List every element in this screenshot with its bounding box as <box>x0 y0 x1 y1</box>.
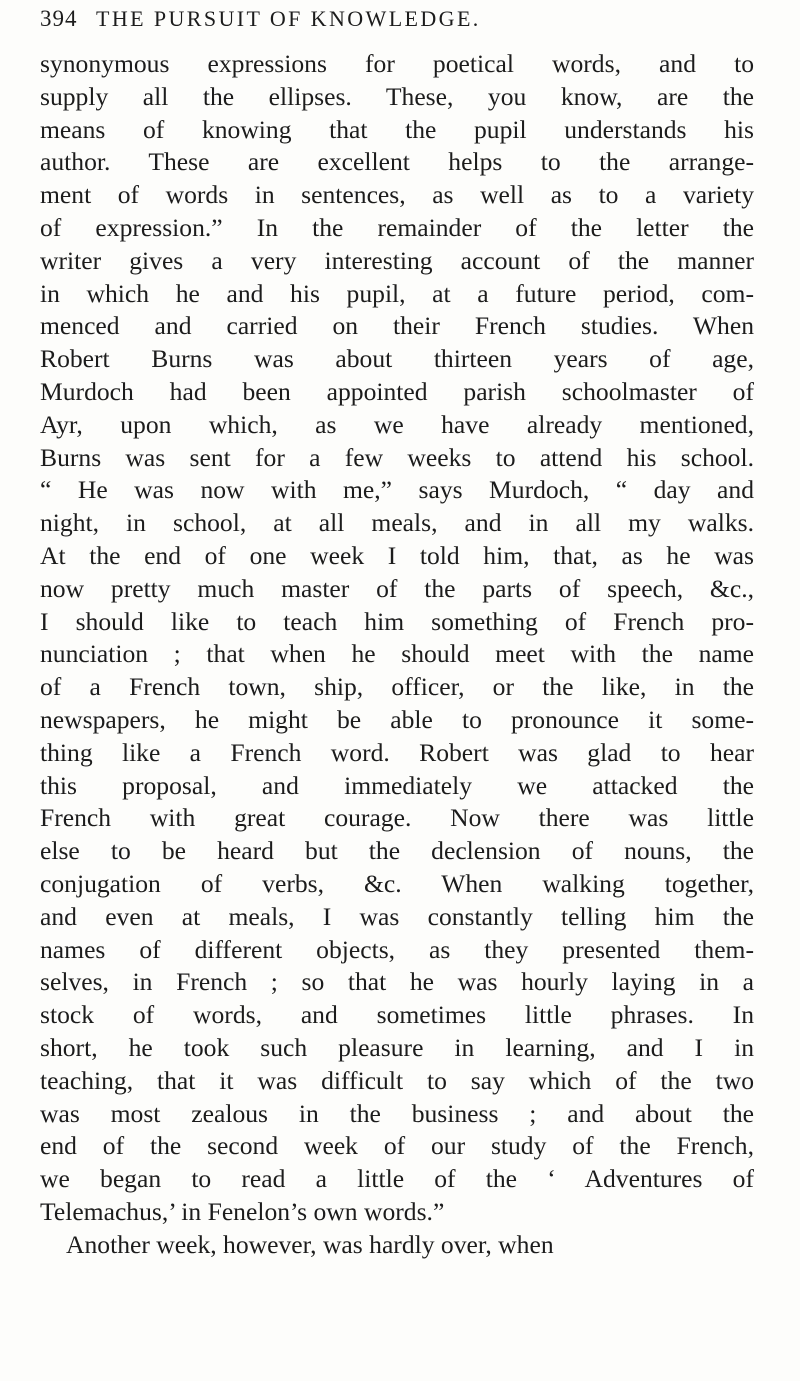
text-line: teaching, that it was difficult to say which of the two <box>40 1065 754 1095</box>
text-line: in which he and his pupil, at a future period, com- <box>40 278 754 308</box>
text-line: ment of words in sentences, as well as to a variety <box>40 180 754 210</box>
text-line: writer gives a very interesting account of the manner <box>40 245 754 275</box>
text-line: Telemachus,’ in Fenelon’s own words.” <box>40 1196 445 1226</box>
text-line: synonymous expressions for poetical words, and to <box>40 49 754 78</box>
text-line: supply all the ellipses. These, you know, are the <box>40 81 754 111</box>
text-line: thing like a French word. Robert was glad to hear <box>40 737 754 767</box>
text-line: “ He was now with me,” says Murdoch, “ day and <box>40 475 754 505</box>
text-line: I should like to teach him something of French pro- <box>40 606 754 636</box>
text-line: Robert Burns was about thirteen years of age, <box>40 344 754 374</box>
text-line: we began to read a little of the ‘ Adventures of <box>40 1164 754 1194</box>
text-line: At the end of one week I told him, that, as he was <box>40 540 754 570</box>
text-line: night, in school, at all meals, and in all my walks. <box>40 508 754 538</box>
text-line: of expression.” In the remainder of the letter the <box>40 212 754 242</box>
text-line: names of different objects, as they presented them- <box>40 934 754 964</box>
text-line: short, he took such pleasure in learning, and I in <box>40 1032 754 1062</box>
text-line: Murdoch had been appointed parish schoolmaster of <box>40 376 754 406</box>
text-line: means of knowing that the pupil understands his <box>40 114 754 144</box>
text-line: Burns was sent for a few weeks to attend his school. <box>40 442 754 472</box>
body-text <box>40 48 754 1261</box>
text-line: and even at meals, I was constantly telling him the <box>40 901 754 931</box>
text-line: author. These are excellent helps to the arrange- <box>40 147 754 177</box>
text-line: newspapers, he might be able to pronounce it some- <box>40 704 754 734</box>
paragraph-start-line: Another week, however, was hardly over, when <box>66 1229 554 1259</box>
text-line: of a French town, ship, officer, or the like, in the <box>40 672 754 702</box>
page-number: 394 <box>40 6 78 31</box>
text-line: now pretty much master of the parts of speech, &c., <box>40 573 754 603</box>
text-line: menced and carried on their French studies. When <box>40 311 754 341</box>
text-line: conjugation of verbs, &c. When walking together, <box>40 868 754 898</box>
text-line: French with great courage. Now there was little <box>40 803 754 833</box>
text-line: stock of words, and sometimes little phrases. In <box>40 1000 754 1030</box>
running-head <box>40 6 740 42</box>
running-title: THE PURSUIT OF KNOWLEDGE. <box>96 6 481 31</box>
text-line: selves, in French ; so that he was hourly laying in a <box>40 967 754 997</box>
text-line: Ayr, upon which, as we have already mentioned, <box>40 409 754 439</box>
text-line: else to be heard but the declension of nouns, the <box>40 836 754 866</box>
text-line: this proposal, and immediately we attacked the <box>40 770 754 800</box>
text-line: was most zealous in the business ; and about the <box>40 1098 754 1128</box>
text-line: nunciation ; that when he should meet with the name <box>40 639 754 669</box>
text-line: end of the second week of our study of the French, <box>40 1131 754 1161</box>
